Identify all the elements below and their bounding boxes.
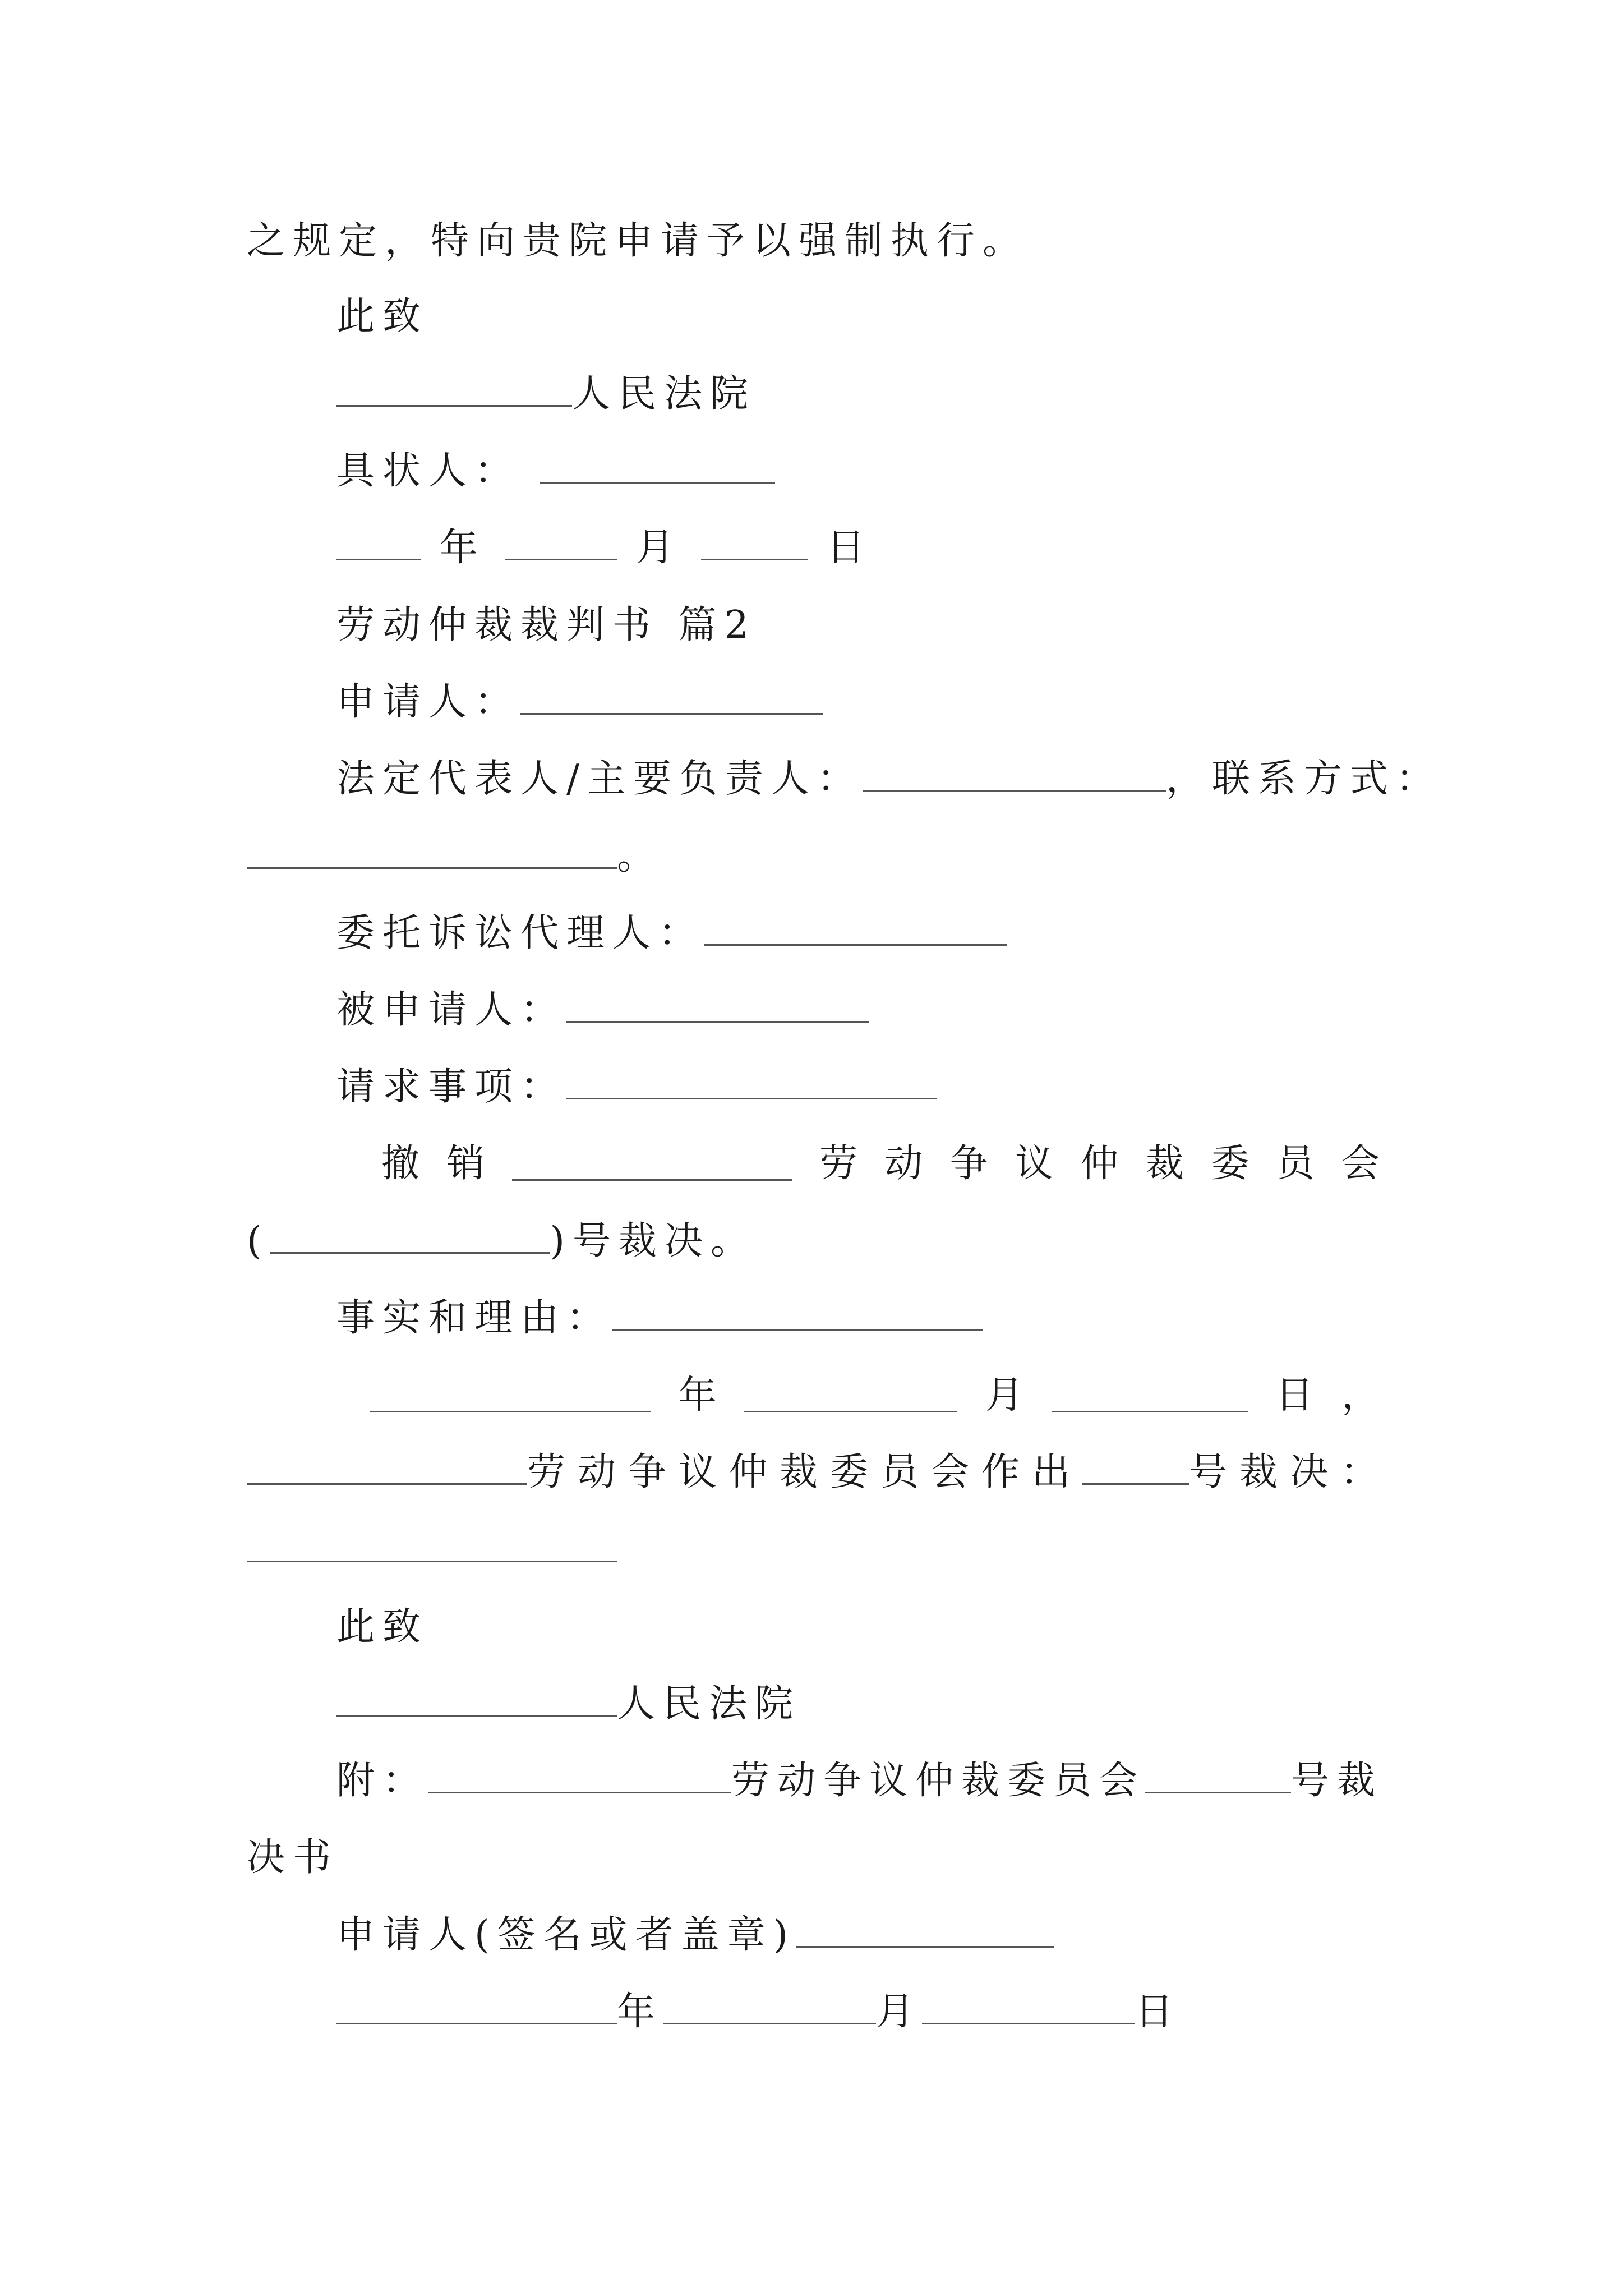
signature-line (336, 1904, 1380, 1966)
attachment-committee-blank (428, 1760, 731, 1793)
attachment-tail: 号裁 (1291, 1759, 1384, 1803)
committee-name-blank (247, 1452, 527, 1485)
day-label-2: 日 (1275, 1373, 1314, 1418)
plaintiff-label: 具状人： (336, 449, 521, 493)
court-name-blank-2 (336, 1683, 617, 1717)
representative-line (336, 748, 1442, 810)
section-title: 劳动仲裁裁判书 篇2 (336, 603, 757, 647)
applicant-label: 申请人： (336, 680, 521, 724)
contact-continuation (247, 826, 1380, 887)
representative-blank (863, 758, 1166, 792)
claims-label: 请求事项： (336, 1065, 567, 1109)
salutation-2 (336, 1596, 1380, 1658)
ruling-no-blank (1082, 1452, 1189, 1485)
ruling-number-blank (270, 1221, 550, 1254)
text-line-1 (247, 210, 1380, 272)
respondent-label: 被申请人： (336, 988, 567, 1032)
ruling-content-blank (247, 1529, 617, 1562)
claims-line (336, 1056, 1380, 1118)
ruling-suffix: )号裁决。 (550, 1219, 757, 1263)
day-label: 日 (827, 526, 873, 570)
month-label: 月 (636, 526, 683, 570)
claims-blank (566, 1066, 937, 1099)
date-line-1 (336, 517, 1380, 579)
comma-mark: ， (1341, 1373, 1380, 1418)
applicant-line (336, 671, 1380, 733)
attachment-committee-text: 劳动争议仲裁委员会 (731, 1759, 1146, 1803)
agent-line (336, 903, 1380, 964)
court-label: 人民法院 (572, 372, 757, 416)
plaintiff-blank (540, 450, 775, 484)
revoke-line (381, 1133, 1380, 1195)
year-blank-2 (370, 1379, 651, 1412)
month-blank (505, 527, 617, 560)
date-line-2 (370, 1365, 1380, 1427)
year-blank (336, 527, 421, 560)
month-blank-3 (663, 1991, 876, 2024)
representative-label: 法定代表人/主要负责人： (336, 757, 863, 801)
committee-text: 劳动争议仲裁委员会作出 (527, 1450, 1083, 1494)
section-heading (336, 595, 1380, 656)
month-blank-2 (744, 1379, 957, 1412)
char-yi: 议 (1015, 1142, 1054, 1186)
attachment-number-blank (1145, 1760, 1291, 1793)
facts-label: 事实和理由： (336, 1296, 613, 1340)
date-line-3 (336, 1981, 1380, 2043)
char-cheng: 撤 (381, 1142, 420, 1186)
signature-label: 申请人(签名或者盖章) (336, 1913, 796, 1957)
salutation-text: 此致 (336, 295, 429, 339)
facts-line (336, 1287, 1380, 1349)
respondent-line (336, 979, 1380, 1041)
char-zhong: 仲 (1080, 1142, 1119, 1186)
char-wei: 委 (1211, 1142, 1249, 1186)
committee-blank (512, 1148, 792, 1181)
year-label-3: 年 (617, 1990, 663, 2034)
char-yuan: 员 (1276, 1142, 1315, 1186)
court-name-blank (336, 374, 572, 407)
day-blank (701, 527, 808, 560)
period-mark: 。 (617, 834, 663, 878)
open-paren: ( (247, 1219, 270, 1263)
court-line-1 (336, 364, 1380, 425)
year-label: 年 (440, 526, 486, 570)
year-label-2: 年 (678, 1373, 717, 1418)
char-cai: 裁 (1145, 1142, 1184, 1186)
char-lao: 劳 (819, 1142, 858, 1186)
char-dong: 动 (884, 1142, 923, 1186)
paragraph-tail: 之规定，特向贵院申请予以强制执行。 (247, 219, 1029, 263)
year-blank-3 (336, 1991, 617, 2024)
attachment-end: 决书 (247, 1835, 339, 1880)
contact-blank (247, 836, 617, 869)
day-blank-3 (922, 1991, 1135, 2024)
attachment-line (336, 1750, 1384, 1812)
court-line-2 (336, 1673, 1380, 1735)
day-label-3: 日 (1135, 1990, 1182, 2034)
salutation-text-2: 此致 (336, 1605, 429, 1649)
facts-blank (612, 1297, 983, 1331)
month-label-2: 月 (985, 1373, 1023, 1418)
attachment-continuation (247, 1827, 1380, 1889)
contact-label: ，联系方式： (1165, 757, 1442, 801)
month-label-3: 月 (876, 1990, 923, 2034)
agent-blank (704, 913, 1007, 946)
applicant-blank (520, 682, 823, 715)
char-xiao: 销 (446, 1142, 485, 1186)
respondent-blank (566, 990, 869, 1023)
agent-label: 委托诉讼代理人： (336, 911, 705, 955)
committee-ruling-line (247, 1442, 1391, 1503)
char-hui: 会 (1341, 1142, 1380, 1186)
signature-blank (796, 1915, 1054, 1948)
salutation-1 (336, 286, 1380, 348)
ruling-content-line (247, 1519, 1380, 1581)
court-label-2: 人民法院 (617, 1682, 801, 1726)
day-blank-2 (1052, 1379, 1248, 1412)
char-zheng: 争 (949, 1142, 988, 1186)
ruling-text: 号裁决： (1189, 1450, 1391, 1494)
plaintiff-line (336, 440, 1380, 502)
attachment-label: 附： (336, 1759, 429, 1803)
ruling-number-line (247, 1211, 1380, 1272)
